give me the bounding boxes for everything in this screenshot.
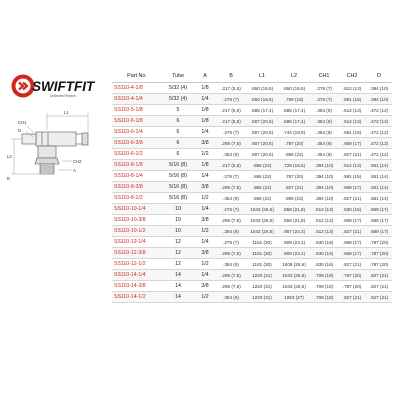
- cell-a: 1/4: [194, 94, 216, 105]
- cell-l2: 1008 (25,6): [278, 259, 310, 270]
- cell-ch2: .669 (17): [338, 138, 366, 149]
- cell-ch1: .709 (18): [310, 270, 338, 281]
- label-b: B: [7, 176, 10, 181]
- cell-part-no: SS110-12-1/2: [112, 259, 162, 270]
- cell-b: .295 (7,5): [216, 182, 246, 193]
- cell-l1: .807 (20,5): [246, 138, 278, 149]
- cell-l2: .827 (21): [278, 182, 310, 193]
- cell-l1: 1220 (31): [246, 292, 278, 303]
- table-row: [112, 248, 392, 259]
- cell-tube: 5/16 (8): [162, 160, 194, 171]
- cell-d: .669 (17): [366, 215, 392, 226]
- cell-d: .394 (10): [366, 94, 392, 105]
- cell-tube: 5/32 (4): [162, 94, 194, 105]
- cell-d: .787 (20): [366, 248, 392, 259]
- table-row: [112, 105, 392, 116]
- cell-tube: 10: [162, 215, 194, 226]
- cell-l2: .909 (23,1): [278, 248, 310, 259]
- cell-ch1: .394 (10): [310, 171, 338, 182]
- cell-l2: .685 (17,4): [278, 105, 310, 116]
- cell-b: .354 (9): [216, 259, 246, 270]
- cell-ch1: .512 (13): [310, 204, 338, 215]
- cell-ch1: .394 (10): [310, 160, 338, 171]
- cell-part-no: SS110-14-3/8: [112, 281, 162, 292]
- cell-l2: .909 (23,1): [278, 237, 310, 248]
- cell-ch1: .630 (16): [310, 237, 338, 248]
- cell-tube: 14: [162, 281, 194, 292]
- swiftfit-logo-icon: [10, 70, 95, 104]
- cell-a: 3/8: [194, 215, 216, 226]
- cell-ch1: .709 (18): [310, 292, 338, 303]
- cell-ch1: .394 (10): [310, 182, 338, 193]
- cell-part-no: SS110-6-1/4: [112, 127, 162, 138]
- cell-d: .472 (12): [366, 149, 392, 160]
- cell-ch2: .787 (20): [338, 281, 366, 292]
- cell-b: .295 (7,5): [216, 270, 246, 281]
- cell-ch2: .512 (13): [338, 83, 366, 94]
- cell-part-no: SS110-5-1/8: [112, 105, 162, 116]
- cell-d: .472 (12): [366, 138, 392, 149]
- header-b: B: [216, 70, 246, 83]
- cell-ch1: .630 (16): [310, 248, 338, 259]
- cell-a: 1/4: [194, 270, 216, 281]
- cell-ch1: .276 (7): [310, 83, 338, 94]
- cell-ch2: .827 (21): [338, 292, 366, 303]
- cell-b: .217 (5,5): [216, 83, 246, 94]
- table-row: [112, 94, 392, 105]
- cell-l1: 1043 (26,5): [246, 215, 278, 226]
- cell-l2: .957 (24,3): [278, 226, 310, 237]
- cell-part-no: SS110-4-1/8: [112, 83, 162, 94]
- cell-ch2: .669 (17): [338, 182, 366, 193]
- cell-b: .354 (9): [216, 292, 246, 303]
- cell-a: 1/4: [194, 171, 216, 182]
- brand-tagline: Unlimited Reach: [50, 94, 76, 98]
- cell-a: 3/8: [194, 182, 216, 193]
- cell-ch2: .669 (17): [338, 248, 366, 259]
- cell-part-no: SS110-10-1/2: [112, 226, 162, 237]
- label-l2: L2: [7, 154, 12, 159]
- cell-part-no: SS110-8-1/8: [112, 160, 162, 171]
- label-ch2: CH2: [73, 159, 82, 164]
- cell-l1: 1220 (31): [246, 270, 278, 281]
- cell-l1: 1181 (30): [246, 259, 278, 270]
- cell-a: 1/8: [194, 105, 216, 116]
- cell-a: 1/2: [194, 193, 216, 204]
- label-d: D: [18, 128, 22, 133]
- spec-table-container: [112, 70, 392, 303]
- cell-l1: .807 (20,5): [246, 127, 278, 138]
- cell-d: .472 (12): [366, 127, 392, 138]
- table-row: [112, 204, 392, 215]
- table-row: [112, 83, 392, 94]
- cell-l1: 1181 (30): [246, 248, 278, 259]
- cell-d: .472 (12): [366, 116, 392, 127]
- cell-tube: 6: [162, 149, 194, 160]
- cell-b: .295 (7,5): [216, 215, 246, 226]
- cell-d: .827 (21): [366, 292, 392, 303]
- cell-d: .827 (21): [366, 270, 392, 281]
- cell-d: .669 (17): [366, 204, 392, 215]
- cell-a: 1/4: [194, 127, 216, 138]
- cell-tube: 5/16 (8): [162, 171, 194, 182]
- cell-part-no: SS110-14-1/4: [112, 270, 162, 281]
- cell-d: .551 (14): [366, 182, 392, 193]
- cell-part-no: SS110-4-1/4: [112, 94, 162, 105]
- cell-ch1: .512 (13): [310, 226, 338, 237]
- cell-ch2: .827 (21): [338, 193, 366, 204]
- cell-ch2: .512 (13): [338, 105, 366, 116]
- cell-l2: .650 (16,5): [278, 83, 310, 94]
- table-row: [112, 226, 392, 237]
- cell-b: .354 (9): [216, 149, 246, 160]
- cell-ch1: .354 (9): [310, 149, 338, 160]
- label-a: A: [73, 168, 76, 173]
- cell-ch2: .827 (21): [338, 226, 366, 237]
- cell-b: .217 (5,5): [216, 116, 246, 127]
- cell-b: .295 (7,5): [216, 138, 246, 149]
- cell-b: .295 (7,5): [216, 248, 246, 259]
- cell-l1: .866 (22): [246, 193, 278, 204]
- table-row: [112, 138, 392, 149]
- table-row: [112, 237, 392, 248]
- cell-l1: .650 (16,5): [246, 94, 278, 105]
- cell-ch1: .354 (9): [310, 138, 338, 149]
- cell-ch1: .512 (13): [310, 215, 338, 226]
- cell-tube: 5: [162, 105, 194, 116]
- header-l1: L1: [246, 70, 278, 83]
- cell-ch2: .512 (13): [338, 160, 366, 171]
- cell-ch2: .827 (21): [338, 259, 366, 270]
- cell-ch1: .709 (18): [310, 281, 338, 292]
- cell-tube: 12: [162, 237, 194, 248]
- table-row: [112, 281, 392, 292]
- cell-d: .394 (10): [366, 83, 392, 94]
- cell-ch1: .354 (9): [310, 127, 338, 138]
- cell-ch2: .787 (20): [338, 270, 366, 281]
- cell-ch2: .669 (17): [338, 215, 366, 226]
- table-row: [112, 215, 392, 226]
- cell-part-no: SS110-8-3/8: [112, 182, 162, 193]
- cell-d: .472 (12): [366, 105, 392, 116]
- header-d: D: [366, 70, 392, 83]
- cell-tube: 12: [162, 259, 194, 270]
- cell-l1: .650 (16,5): [246, 83, 278, 94]
- cell-l1: 1043 (26,5): [246, 204, 278, 215]
- cell-a: 3/8: [194, 138, 216, 149]
- spec-table: [112, 70, 392, 303]
- table-header-row: [112, 70, 392, 83]
- cell-l2: .866 (22): [278, 149, 310, 160]
- header-a: A: [194, 70, 216, 83]
- cell-d: .827 (21): [366, 281, 392, 292]
- cell-part-no: SS110-6-1/8: [112, 116, 162, 127]
- cell-part-no: SS110-10-1/4: [112, 204, 162, 215]
- table-row: [112, 182, 392, 193]
- cell-l2: .709 (18): [278, 94, 310, 105]
- cell-b: .276 (7): [216, 94, 246, 105]
- cell-d: .669 (17): [366, 226, 392, 237]
- cell-d: .551 (14): [366, 171, 392, 182]
- cell-d: .787 (20): [366, 259, 392, 270]
- cell-ch1: .354 (9): [310, 105, 338, 116]
- cell-b: .354 (9): [216, 226, 246, 237]
- cell-ch2: .669 (17): [338, 237, 366, 248]
- cell-part-no: SS110-14-1/2: [112, 292, 162, 303]
- cell-l2: .728 (18,5): [278, 160, 310, 171]
- cell-tube: 10: [162, 226, 194, 237]
- brand-logo: [10, 70, 95, 104]
- spec-table-body: [112, 83, 392, 303]
- cell-tube: 14: [162, 270, 194, 281]
- table-row: [112, 270, 392, 281]
- cell-l1: .685 (17,4): [246, 105, 278, 116]
- cell-a: 3/8: [194, 281, 216, 292]
- cell-b: .295 (7,5): [216, 281, 246, 292]
- table-row: [112, 171, 392, 182]
- header-ch2: CH2: [338, 70, 366, 83]
- header-l2: L2: [278, 70, 310, 83]
- cell-a: 1/8: [194, 83, 216, 94]
- cell-a: 1/2: [194, 226, 216, 237]
- cell-ch1: .394 (10): [310, 193, 338, 204]
- table-row: [112, 127, 392, 138]
- cell-a: 1/8: [194, 116, 216, 127]
- cell-a: 1/4: [194, 204, 216, 215]
- cell-a: 3/8: [194, 248, 216, 259]
- cell-tube: 10: [162, 204, 194, 215]
- table-row: [112, 292, 392, 303]
- cell-l1: .807 (20,5): [246, 149, 278, 160]
- table-row: [112, 259, 392, 270]
- cell-tube: 12: [162, 248, 194, 259]
- cell-b: .276 (7): [216, 237, 246, 248]
- cell-tube: 5/16 (8): [162, 182, 194, 193]
- cell-l1: 1220 (31): [246, 281, 278, 292]
- cell-part-no: SS110-6-1/2: [112, 149, 162, 160]
- cell-a: 1/2: [194, 292, 216, 303]
- cell-a: 1/8: [194, 160, 216, 171]
- cell-tube: 5/32 (4): [162, 83, 194, 94]
- cell-tube: 6: [162, 138, 194, 149]
- cell-ch2: .630 (16): [338, 204, 366, 215]
- cell-part-no: SS110-6-3/8: [112, 138, 162, 149]
- table-row: [112, 149, 392, 160]
- cell-l2: .858 (21,8): [278, 204, 310, 215]
- table-row: [112, 160, 392, 171]
- cell-a: 1/2: [194, 259, 216, 270]
- cell-tube: 5/16 (8): [162, 193, 194, 204]
- table-row: [112, 116, 392, 127]
- cell-tube: 6: [162, 127, 194, 138]
- header-tube: Tube: [162, 70, 194, 83]
- cell-l2: 1043 (26,5): [278, 270, 310, 281]
- cell-d: .551 (14): [366, 193, 392, 204]
- cell-l2: .906 (23): [278, 193, 310, 204]
- cell-l1: 1181 (30): [246, 237, 278, 248]
- cell-ch2: .591 (15): [338, 171, 366, 182]
- cell-b: .276 (7): [216, 127, 246, 138]
- cell-l1: .807 (20,5): [246, 116, 278, 127]
- cell-a: 1/4: [194, 237, 216, 248]
- cell-b: .276 (7): [216, 171, 246, 182]
- cell-l1: .866 (22): [246, 171, 278, 182]
- cell-ch2: .591 (15): [338, 94, 366, 105]
- cell-b: .217 (5,5): [216, 160, 246, 171]
- cell-b: .217 (5,5): [216, 105, 246, 116]
- brand-name: SWIFTFIT: [32, 79, 95, 94]
- cell-l2: .744 (18,9): [278, 127, 310, 138]
- header-part-no: Part No.: [112, 70, 162, 83]
- cell-part-no: SS110-10-3/8: [112, 215, 162, 226]
- cell-ch1: .276 (7): [310, 94, 338, 105]
- header-ch1: CH1: [310, 70, 338, 83]
- cell-part-no: SS110-12-3/8: [112, 248, 162, 259]
- cell-d: .551 (14): [366, 160, 392, 171]
- cell-part-no: SS110-8-1/2: [112, 193, 162, 204]
- cell-ch1: .630 (16): [310, 259, 338, 270]
- label-ch1: CH1: [18, 120, 27, 125]
- cell-tube: 6: [162, 116, 194, 127]
- fitting-drawing: [6, 108, 104, 184]
- cell-part-no: SS110-12-1/4: [112, 237, 162, 248]
- cell-b: .354 (9): [216, 193, 246, 204]
- cell-l1: .866 (22): [246, 160, 278, 171]
- cell-part-no: SS110-8-1/4: [112, 171, 162, 182]
- cell-l2: .858 (21,8): [278, 215, 310, 226]
- cell-ch2: .827 (21): [338, 149, 366, 160]
- cell-l2: 1043 (26,5): [278, 281, 310, 292]
- cell-l2: .787 (20): [278, 171, 310, 182]
- cell-l1: 1043 (26,5): [246, 226, 278, 237]
- cell-ch1: .354 (9): [310, 116, 338, 127]
- label-l1: L1: [64, 110, 69, 115]
- cell-ch2: .512 (13): [338, 116, 366, 127]
- table-row: [112, 193, 392, 204]
- cell-a: 1/2: [194, 149, 216, 160]
- cell-l2: .787 (20): [278, 138, 310, 149]
- cell-b: .276 (7): [216, 204, 246, 215]
- cell-l2: 1063 (27): [278, 292, 310, 303]
- cell-l2: .685 (17,4): [278, 116, 310, 127]
- cell-d: .787 (20): [366, 237, 392, 248]
- cell-tube: 14: [162, 292, 194, 303]
- cell-l1: .866 (22): [246, 182, 278, 193]
- cell-ch2: .591 (15): [338, 127, 366, 138]
